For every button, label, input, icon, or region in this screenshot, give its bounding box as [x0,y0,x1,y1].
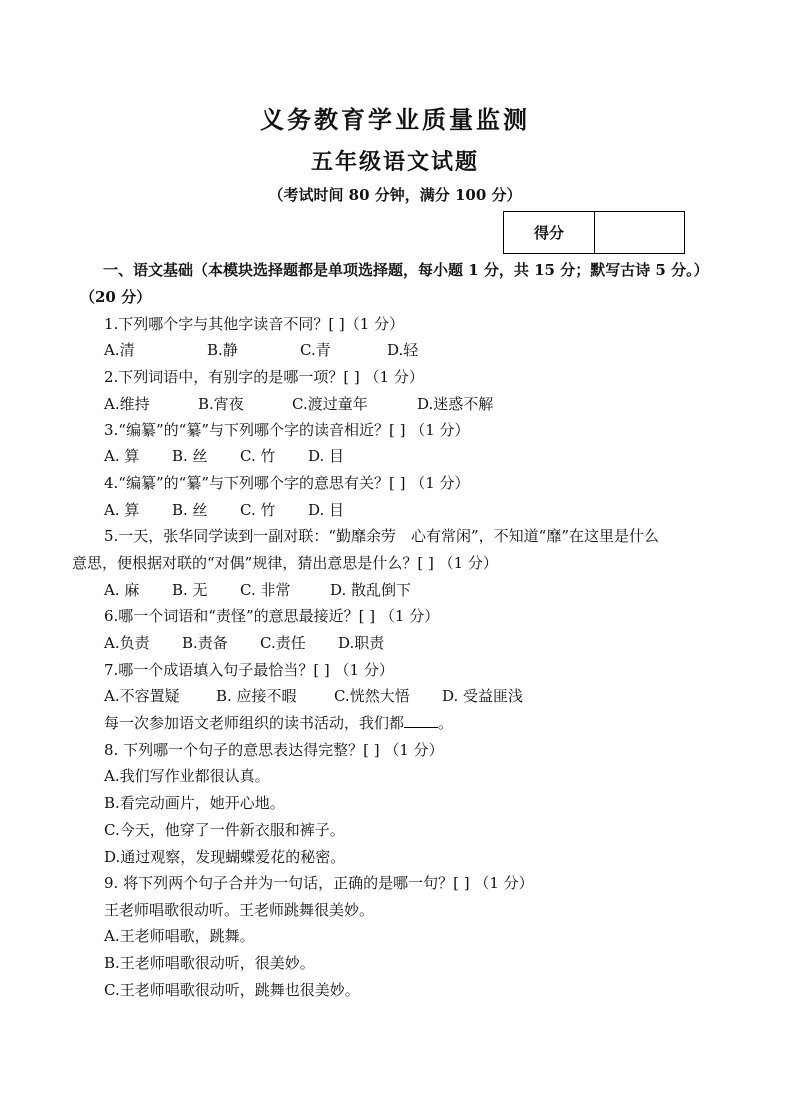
option-a: A. 算 [104,447,140,465]
option-b: B.宵夜 [198,395,244,413]
question-2-stem: 2.下列词语中，有别字的是哪一项？[ ] （1 分） [104,368,424,386]
question-9-given: 王老师唱歌很动听。王老师跳舞很美妙。 [104,901,375,919]
option-a: A.维持 [104,395,150,413]
option-d: D. 目 [308,501,345,519]
option-b: B. 无 [172,581,208,599]
option-c: C.渡过童年 [292,395,368,413]
question-4-options [104,500,344,520]
question-8-option-b: B.看完动画片，她开心地。 [104,794,285,812]
question-1-stem: 1.下列哪个字与其他字读音不同？[ ]（1 分） [104,315,405,333]
option-a: A.清 [104,341,135,359]
exam-subtitle: 五年级语文试题 [310,149,479,175]
question-7-options [104,686,523,706]
exam-info: （考试时间 80 分钟，满分 100 分） [268,186,522,204]
score-label: 得分 [504,212,595,253]
question-2-options [104,394,493,414]
option-d: D.迷惑不解 [417,395,494,413]
question-6-stem: 6.哪一个词语和“责怪”的意思最接近？[ ] （1 分） [104,607,440,625]
option-a: A. 麻 [104,581,140,599]
option-a: A.负责 [104,634,150,652]
exam-title: 义务教育学业质量监测 [260,105,530,134]
fill-blank [404,713,438,728]
option-c: C.青 [300,341,331,359]
option-d: D. 散乱倒下 [330,581,412,599]
option-c: C. 竹 [240,447,276,465]
question-5-stem-continued: 意思，便根据对联的“对偶”规律，猜出意思是什么？[ ] （1 分） [72,554,498,572]
question-1-options [104,340,418,360]
option-d: D. 受益匪浅 [442,687,524,705]
option-b: B. 丝 [172,501,208,519]
question-4-stem: 4.“编纂”的“纂”与下列哪个字的意思有关？[ ] （1 分） [104,474,470,492]
option-a: A. 算 [104,501,140,519]
question-8-option-a: A.我们写作业都很认真。 [104,767,270,785]
option-c: C. 竹 [240,501,276,519]
question-7-sentence [104,713,453,733]
question-9-option-b: B.王老师唱歌很动听，很美妙。 [104,954,315,972]
question-3-stem: 3.“编纂”的“纂”与下列哪个字的读音相近？[ ] （1 分） [104,421,470,439]
option-c: C.恍然大悟 [334,687,410,705]
question-3-options [104,446,344,466]
option-b: B. 应接不暇 [216,687,297,705]
question-8-option-d: D.通过观察，发现蝴蝶爱花的秘密。 [104,848,346,866]
score-blank [595,212,684,253]
section-heading: 一、语文基础（本模块选择题都是单项选择题，每小题 1 分，共 15 分；默写古诗 5 分。） [103,261,709,279]
sentence-prefix: 每一次参加语文老师组织的读书活动，我们都 [104,714,405,732]
question-9-option-a: A.王老师唱歌，跳舞。 [104,927,255,945]
question-5-options [104,580,411,600]
option-c: C. 非常 [240,581,291,599]
question-6-options [104,633,384,653]
score-box [503,211,685,254]
option-b: B.静 [207,341,238,359]
option-a: A.不容置疑 [104,687,180,705]
question-9-option-c: C.王老师唱歌很动听，跳舞也很美妙。 [104,981,360,999]
option-c: C.责任 [260,634,306,652]
section-heading-points: （20 分） [80,288,152,306]
option-b: B.责备 [182,634,228,652]
option-d: D.轻 [387,341,419,359]
question-8-option-c: C.今天，他穿了一件新衣服和裤子。 [104,821,345,839]
question-5-stem: 5.一天，张华同学读到一副对联：“勤靡余劳 心有常闲”，不知道“靡”在这里是什么 [104,527,659,545]
question-7-stem: 7.哪一个成语填入句子最恰当？[ ] （1 分） [104,661,394,679]
option-d: D.职责 [338,634,385,652]
question-8-stem: 8. 下列哪一个句子的意思表达得完整？[ ] （1 分） [104,741,444,759]
option-d: D. 目 [308,447,345,465]
sentence-suffix: 。 [438,714,454,732]
question-9-stem: 9. 将下列两个句子合并为一句话，正确的是哪一句？[ ] （1 分） [104,874,534,892]
option-b: B. 丝 [172,447,208,465]
